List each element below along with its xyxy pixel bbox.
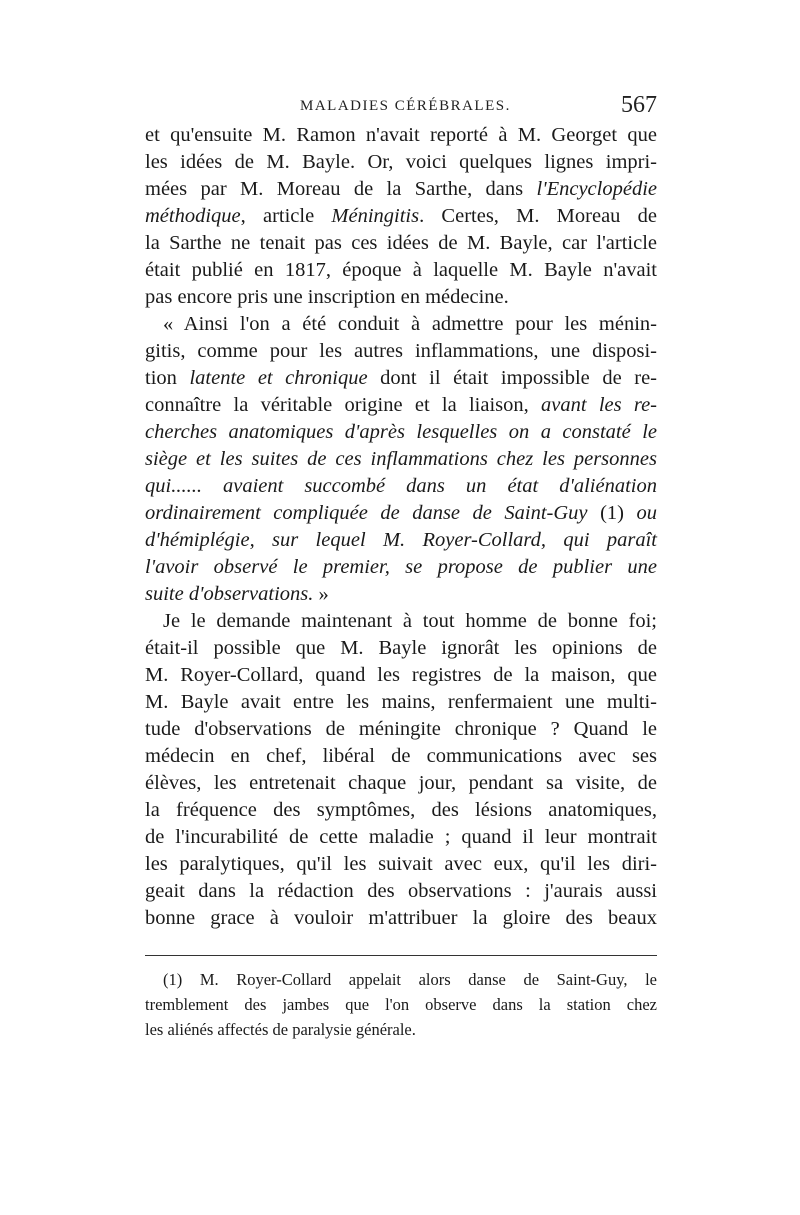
footnote [145,967,657,1042]
text-line: de l'incurabilité de cette maladie ; quand il leur montrait [145,826,657,848]
text-line [145,176,657,203]
footnote-divider [145,955,657,956]
text-line: et qu'ensuite M. Ramon n'avait reporté à M. Georget que [145,124,657,146]
italic-run: Méningitis [331,205,420,227]
italic-run: suite d'observations. [145,583,314,605]
text-line [145,203,657,230]
text-line: geait dans la rédaction des observations : j'aurais aussi [145,880,657,902]
text-line: la fréquence des symptômes, des lésions anatomiques, [145,799,657,821]
text-line: cherches anatomiques d'après lesquelles on a constaté le [145,421,657,443]
text-line: élèves, les entretenait chaque jour, pendant sa visite, de [145,772,657,794]
page-number: 567 [621,92,657,118]
text-line: gitis, comme pour les autres inflammations, une disposi- [145,340,657,362]
italic-run: méthodique [145,205,241,227]
text-run: tion [145,367,190,389]
italic-run: latente et chronique [189,367,368,389]
text-line [145,365,657,392]
text-line: l'avoir observé le premier, se propose de publier une [145,556,657,578]
text-line: « Ainsi l'on a été conduit à admettre pour les ménin- [163,313,657,335]
text-line: tude d'observations de méningite chronique ? Quand le [145,718,657,740]
italic-run: l'Encyclopédie [536,178,657,200]
text-line: Je le demande maintenant à tout homme de bonne foi; [163,610,657,632]
footnote-line: les aliénés affectés de paralysie générale. [145,1020,416,1039]
text-run: connaître la véritable origine et la liaison, [145,394,542,416]
italic-run: avant les re- [541,394,657,416]
text-line: était publié en 1817, époque à laquelle M. Bayle n'avait [145,259,657,281]
text-line: M. Royer-Collard, quand les registres de la maison, que [145,664,657,686]
footnote-line: (1) M. Royer-Collard appelait alors danse de Saint-Guy, le [163,970,657,989]
text-line [145,581,657,608]
text-line: les idées de M. Bayle. Or, voici quelques lignes impri- [145,151,657,173]
running-head [145,92,657,122]
text-run: mées par M. Moreau de la Sarthe, dans [145,178,537,200]
text-line: était-il possible que M. Bayle ignorât les opinions de [145,637,657,659]
text-line: qui...... avaient succombé dans un état d'aliénation [145,475,657,497]
text-run: dont il était impossible de re- [367,367,657,389]
text-run: , article [240,205,332,227]
italic-run: ou [636,502,657,524]
text-line: pas encore pris une inscription en médecine. [145,286,509,308]
text-line [145,500,657,527]
text-line: siège et les suites de ces inflammations chez les personnes [145,448,657,470]
text-line: médecin en chef, libéral de communications avec ses [145,745,657,767]
text-run: (1) [587,502,637,524]
text-line: les paralytiques, qu'il les suivait avec eux, qu'il les diri- [145,853,657,875]
text-line: d'hémiplégie, sur lequel M. Royer-Collard, qui paraît [145,529,657,551]
body-text [145,122,657,932]
text-run: . Certes, M. Moreau de [419,205,657,227]
text-line: la Sarthe ne tenait pas ces idées de M. Bayle, car l'article [145,232,657,254]
text-line: bonne grace à vouloir m'attribuer la gloire des beaux [145,907,657,929]
italic-run: ordinairement compliquée de danse de Saint-Guy [145,502,588,524]
running-title: MALADIES CÉRÉBRALES. [300,98,511,114]
text-run: » [313,583,329,605]
text-line: M. Bayle avait entre les mains, renfermaient une multi- [145,691,657,713]
text-line [145,392,657,419]
footnote-line: tremblement des jambes que l'on observe dans la station chez [145,995,657,1014]
